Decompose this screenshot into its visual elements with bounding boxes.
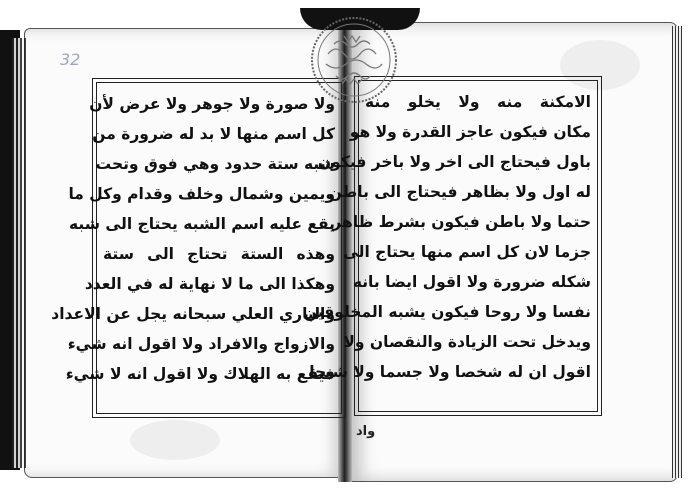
text-line: والباري العلي سبحانه يجل عن الاعداد xyxy=(51,305,335,323)
text-line: ولا صورة ولا جوهر ولا عرض لأن xyxy=(89,95,335,113)
text-line: له اول ولا بظاهر فيحتاج الى باطن xyxy=(328,183,591,201)
text-line: جزما لان كل اسم منها يحتاج الى xyxy=(342,243,591,261)
text-line: شبه ستة حدود وهي فوق وتحت xyxy=(95,155,335,173)
text-line: وهذه الستة تحتاج الى ستة xyxy=(103,245,335,263)
text-line: يقع عليه اسم الشبه يحتاج الى شبه xyxy=(68,215,335,233)
folio-number: 32 xyxy=(60,50,81,69)
text-line: اقول ان له شخصا ولا جسما ولا شبحا xyxy=(309,363,591,381)
text-block-right xyxy=(303,87,591,405)
text-line: نفسا ولا روحا فيكون يشبه المخلوقين xyxy=(303,303,591,321)
text-line: شكله ضرورة ولا اقول ايضا بانه xyxy=(352,273,591,291)
text-line: فيقع به الهلاك ولا اقول انه لا شيء xyxy=(65,365,335,383)
text-line: مكان فيكون عاجز القدرة ولا هو xyxy=(349,123,591,141)
text-line: وهكذا الى ما لا نهاية له في العدد xyxy=(84,275,335,293)
text-line: حتما ولا باطن فيكون بشرط ظاهر xyxy=(332,213,591,231)
text-block-left xyxy=(51,89,335,407)
ownership-seal xyxy=(308,14,400,106)
page-edges-left xyxy=(12,38,26,468)
text-line: والازواج والافراد ولا اقول انه شيء xyxy=(67,335,335,353)
text-line: ويدخل تحت الزيادة والنقصان ولا xyxy=(343,333,591,351)
page-edges-right xyxy=(672,26,682,478)
catchword: واد xyxy=(356,424,376,439)
text-frame-right xyxy=(303,80,598,412)
paper-stain xyxy=(130,420,220,460)
text-frame-left xyxy=(51,82,342,414)
text-line: كل اسم منها لا بد له ضرورة من xyxy=(92,125,335,143)
text-line: باول فيحتاج الى اخر ولا باخر فيكون xyxy=(317,153,591,171)
text-line: ويمين وشمال وخلف وقدام وكل ما xyxy=(68,185,335,203)
text-line: الامكنة منه ولا يخلو منه xyxy=(365,93,591,111)
